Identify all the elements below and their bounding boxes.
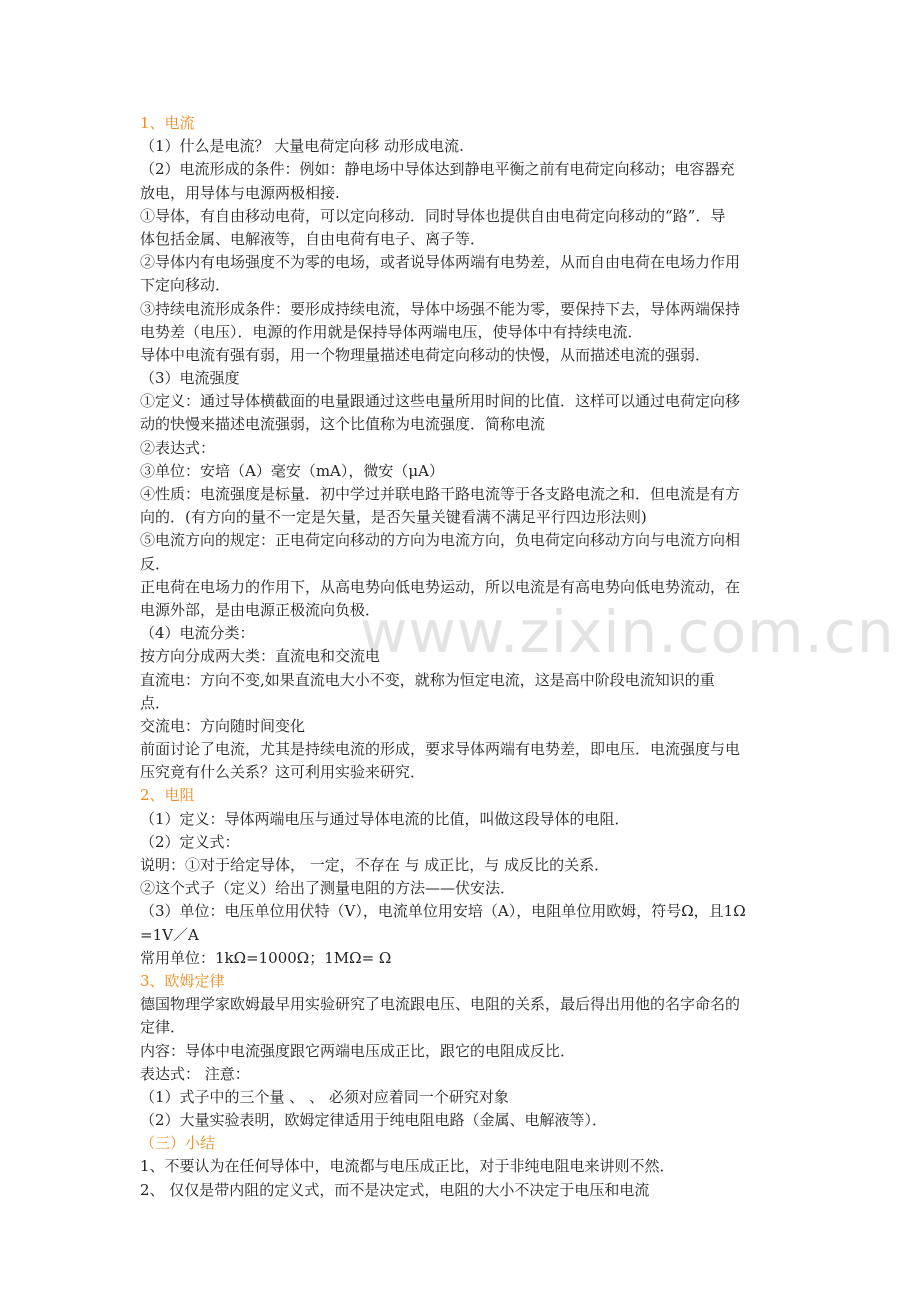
section-heading: 1、电流: [140, 114, 195, 132]
section-heading: 2、电阻: [140, 786, 195, 805]
text-line: 德国物理学家欧姆最早用实验研究了电流跟电压、电阻的关系，最后得出用他的名字命名的: [140, 995, 741, 1014]
text-line: （2）大量实验表明，欧姆定律适用于纯电阻电路（金属、电解液等）．: [140, 1111, 608, 1130]
text-line: （3）电流强度: [140, 369, 240, 388]
text-line: 电势差（电压）．电源的作用就是保持导体两端电压，使导体中有持续电流．: [140, 322, 643, 341]
text-line: （2）定义式：: [140, 832, 240, 851]
text-line: ①导体，有自由移动电荷，可以定向移动．同时导体也提供自由电荷定向移动的“路”．导: [140, 206, 726, 225]
text-line: 放电，用导体与电源两极相接.: [140, 183, 340, 202]
text-line: 正电荷在电场力的作用下，从高电势向低电势运动，所以电流是有高电势向低电势流动，在: [140, 577, 741, 596]
text-line: ②这个式子（定义）给出了测量电阻的方法——伏安法．: [140, 879, 516, 898]
text-line: 定律．: [140, 1018, 186, 1037]
text-line: 说明：①对于给定导体， 一定，不存在 与 成正比，与 成反比的关系．: [140, 856, 610, 874]
text-line: ⑤电流方向的规定：正电荷定向移动的方向为电流方向，负电荷定向移动方向与电流方向相: [140, 531, 741, 550]
text-line: ③持续电流形成条件：要形成持续电流，导体中场强不能为零，要保持下去，导体两端保持: [140, 299, 741, 318]
text-line: 表达式： 注意：: [140, 1064, 250, 1083]
text-line: 内容：导体中电流强度跟它两端电压成正比，跟它的电阻成反比．: [140, 1041, 576, 1060]
section-heading: 3、欧姆定律: [140, 971, 225, 990]
text-line: 点．: [140, 693, 171, 712]
text-line: =1V／A: [140, 925, 199, 944]
text-line: ④性质：电流强度是标量．初中学过并联电路干路电流等于各支路电流之和．但电流是有方: [140, 485, 741, 503]
text-line: 交流电：方向随时间变化: [140, 716, 306, 735]
text-line: （4）电流分类：: [140, 624, 255, 643]
section-heading: （三）小结: [140, 1134, 216, 1153]
watermark: www.zixin.com.cn: [360, 598, 895, 666]
text-line: 前面讨论了电流，尤其是持续电流的形成，要求导体两端有电势差，即电压．电流强度与电: [140, 740, 741, 759]
text-line: 导体中电流有强有弱，用一个物理量描述电荷定向移动的快慢，从而描述电流的强弱．: [140, 345, 711, 364]
text-line: ①定义：通过导体横截面的电量跟通过这些电量所用时间的比值．这样可以通过电荷定向移: [140, 392, 741, 411]
text-line: 下定向移动．: [140, 276, 231, 295]
text-line: 常用单位：1kΩ=1000Ω；1MΩ= Ω: [140, 948, 392, 967]
text-line: 反．: [140, 554, 171, 573]
text-line: 向的．(有方向的量不一定是矢量，是否矢量关键看满不满足平行四边形法则): [140, 508, 647, 527]
text-line: （3）单位：电压单位用伏特（V），电流单位用安培（A），电阻单位用欧姆，符号Ω，且1Ω: [140, 902, 746, 921]
text-line: 按方向分成两大类：直流电和交流电: [140, 647, 381, 666]
text-line: ②导体内有电场强度不为零的电场，或者说导体两端有电势差，从而自由电荷在电场力作用: [140, 253, 741, 272]
text-line: （1）什么是电流？ 大量电荷定向移 动形成电流.: [140, 137, 464, 156]
text-line: 直流电：方向不变,如果直流电大小不变，就称为恒定电流，这是高中阶段电流知识的重: [140, 670, 715, 689]
text-line: （1）定义：导体两端电压与通过导体电流的比值，叫做这段导体的电阻．: [140, 809, 630, 828]
text-line: ②表达式：: [140, 438, 216, 457]
text-line: 动的快慢来描述电流强弱，这个比值称为电流强度．简称电流: [140, 415, 546, 434]
text-line: 电源外部，是由电源正极流向负极．: [140, 600, 381, 619]
text-line: ③单位：安培（A）毫安（mA），微安（μA）: [140, 461, 444, 480]
text-line: 压究竟有什么关系？这可利用实验来研究．: [140, 763, 426, 782]
text-line: 体包括金属、电解液等，自由电荷有电子、离子等．: [140, 229, 486, 248]
text-line: 2、 仅仅是带内阻的定义式，而不是决定式，电阻的大小不决定于电压和电流: [140, 1180, 650, 1199]
text-line: 1、不要认为在任何导体中，电流都与电压成正比，对于非纯电阻电来讲则不然．: [140, 1157, 675, 1176]
text-line: （1）式子中的三个量 、 、 必须对应着同一个研究对象: [140, 1087, 509, 1106]
text-line: （2）电流形成的条件：例如：静电场中导体达到静电平衡之前有电荷定向移动；电容器充: [140, 160, 735, 179]
document-body: [140, 112, 790, 1202]
